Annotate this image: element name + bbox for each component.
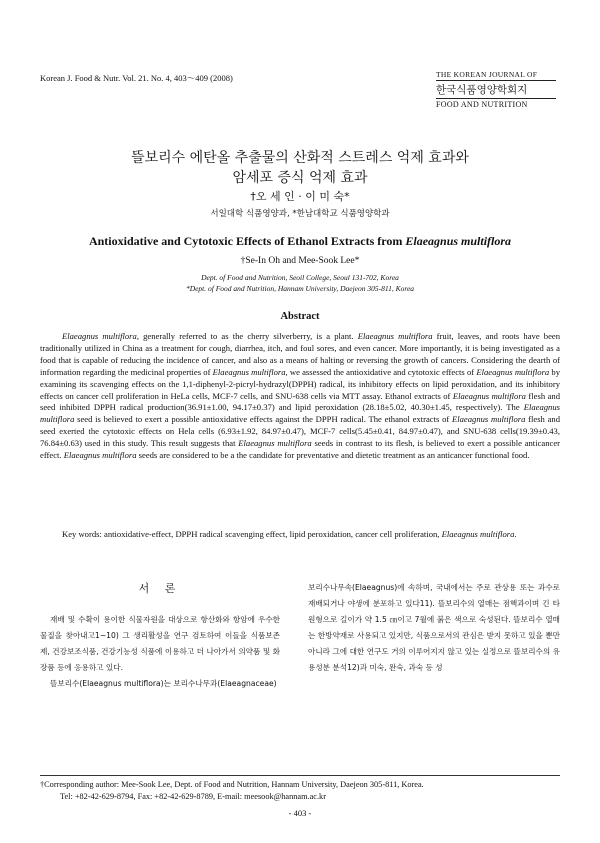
intro-paragraph-3: 보리수나무속(Elaeagnus)에 속하며, 국내에서는 주로 관상용 또는 과수로 재배되거나 야생에 분포하고 있다11). 뜰보리수의 열매는 점핵과이며 긴 타원형으로 길이가 약 1.5 ㎝이고 7월에 붉은 색으로 숙성된다. 뜰보리수 열매는 한방약재로 사용되고 있지만, 식품으로서의 관심은 받지 못하고 있을 뿐만 아니라 그에 대한 연구도 거의 이루어지지 않고 있는 실정으로 뜰보리수의 유용성분 분석12)과 미숙, 완숙, 과숙 등 성	[308, 583, 560, 672]
title-english-main: Antioxidative and Cytotoxic Effects of Ethanol Extracts from	[88, 234, 406, 248]
abstract-text: seed is believed to exert a possible antioxidative effects against the DPPH radical. The ethanol extracts of	[74, 414, 452, 425]
abstract-text: fruit, leaves, and roots have been traditionally utilized in China as a treatment for cough, diarrhea, itch, and foul sores, and even cancer. More importantly, it is being investigated as a food that is capable of reducing the incidence of cancer, and also as a means of halting or reversing the growth of cancers. Considering the dearth of information regarding the medicinal properties of	[40, 331, 561, 377]
species-name: Elaeagnus multiflora	[62, 331, 137, 341]
affiliation-english-line2: *Dept. of Food and Nutrition, Hannam University, Daejeon 305-811, Korea	[185, 284, 415, 293]
abstract-heading: Abstract	[280, 311, 320, 322]
footnote-divider	[40, 775, 560, 776]
abstract-text: by examining its scavenging effects on the 1,1-diphenyl-2-picryl-hydrazyl(DPPH) radical, its inhibitory effects on lipid peroxidation, and its inhibitory effects on cancer cell proliferation in HeLa cells, MCF-7 cells, and SNU-638 cells via MTT assay. Ethanol extracts of	[40, 366, 561, 401]
title-korean-line2: 암세포 증식 억제 효과	[232, 170, 368, 186]
intro-paragraph-2: 뜰보리수(Elaeagnus multiflora)는 보리수나무과(Elaeagnaceae)	[50, 679, 277, 688]
species-name: Elaeagnus multiflora	[476, 366, 550, 377]
journal-name-kr: 한국식품영양학회지	[436, 80, 556, 99]
abstract-body	[40, 331, 560, 462]
footnote-line1: †Corresponding author: Mee-Sook Lee, Dept. of Food and Nutrition, Hannam University, Daejeon 305-811, Korea.	[40, 780, 424, 789]
journal-name-en-bottom: FOOD AND NUTRITION	[436, 100, 528, 109]
abstract-text: flesh and seed exerted the cytotoxic effects on Hela cells (6.93±1.92, 84.97±0.47), MCF-7 cells(5.45±0.41, 84.97±0.47), and SNU-638 cells(19.39±0.43, 76.84±0.63) used in this study. This result suggests that	[40, 414, 560, 449]
footnote-line2: Tel: +82-42-629-8794, Fax: +82-42-629-8789, E-mail: meesook@hannam.ac.kr	[60, 792, 326, 801]
journal-citation: Korean J. Food & Nutr. Vol. 21. No. 4, 403～409 (2008)	[40, 73, 233, 83]
keywords	[40, 528, 560, 540]
authors-english: †Se-In Oh and Mee-Sook Lee*	[240, 256, 360, 266]
intro-right-column	[308, 580, 560, 676]
abstract-text: , we assessed the antioxidative and cytotoxic effects of	[285, 366, 477, 377]
species-name: Elaeagnus multiflora	[40, 402, 560, 425]
title-korean	[0, 148, 600, 188]
title-english	[0, 234, 600, 249]
title-english-species: Elaeagnus multiflora	[405, 234, 512, 248]
keywords-end: .	[514, 529, 517, 539]
species-name: Elaeagnus multiflora	[452, 414, 526, 425]
intro-paragraph-1: 재배 및 수확이 용이한 식물자원을 대상으로 항산화와 항암에 우수한 물질을 찾아내고1~10) 그 생리활성을 연구 검토하여 이들을 식품보존제, 건강보조식품, 건강기능성 식품에 이용하고 더 나아가서 의약품 및 화장품 등에 응용하고 있다.	[40, 615, 280, 672]
journal-name-en-top: THE KOREAN JOURNAL OF	[436, 70, 538, 79]
abstract-text: seeds are considered to be a the candidate for preventative and dietetic treatment as an anticancer functional food.	[136, 450, 530, 461]
intro-heading: 서 론	[138, 582, 182, 595]
keywords-label: Key words:	[62, 529, 102, 539]
abstract-text: , generally referred to as the cherry silverberry, is a plant.	[136, 331, 358, 341]
affiliation-korean: 서일대학 식품영양과, *한남대학교 식품영양학과	[210, 209, 390, 219]
journal-masthead	[436, 70, 556, 109]
affiliation-english-line1: Dept. of Food and Nutrition, Seoil College, Seoul 131-702, Korea	[201, 273, 399, 282]
species-name: Elaeagnus multiflora	[357, 331, 433, 341]
species-name: Elaeagnus multiflora	[63, 450, 137, 461]
title-korean-line1: 뜰보리수 에탄올 추출물의 산화적 스트레스 억제 효과와	[131, 150, 469, 166]
affiliation-english	[0, 272, 600, 294]
species-name: Elaeagnus multiflora	[238, 438, 312, 449]
keywords-species: Elaeagnus multiflora	[441, 529, 515, 539]
page-number: - 403 -	[288, 808, 312, 818]
keywords-text: antioxidative-effect, DPPH radical scavenging effect, lipid peroxidation, cancer cell proliferation,	[101, 529, 442, 539]
species-name: Elaeagnus multiflora	[452, 390, 526, 401]
intro-left-column	[40, 580, 280, 692]
authors-korean: †오 세 인 · 이 미 숙*	[250, 190, 350, 203]
abstract-text: flesh and seed inhibited DPPH radical production(36.91±1.00, 94.17±0.37) and lipid peroxidation (28.18±5.02, 40.30±1.45, respectively). The	[40, 390, 560, 413]
species-name: Elaeagnus multiflora	[212, 366, 286, 377]
abstract-text: seeds in contrast to its flesh, is believed to exert a possible anticancer effect.	[40, 438, 560, 461]
corresponding-author-footnote	[40, 779, 560, 803]
